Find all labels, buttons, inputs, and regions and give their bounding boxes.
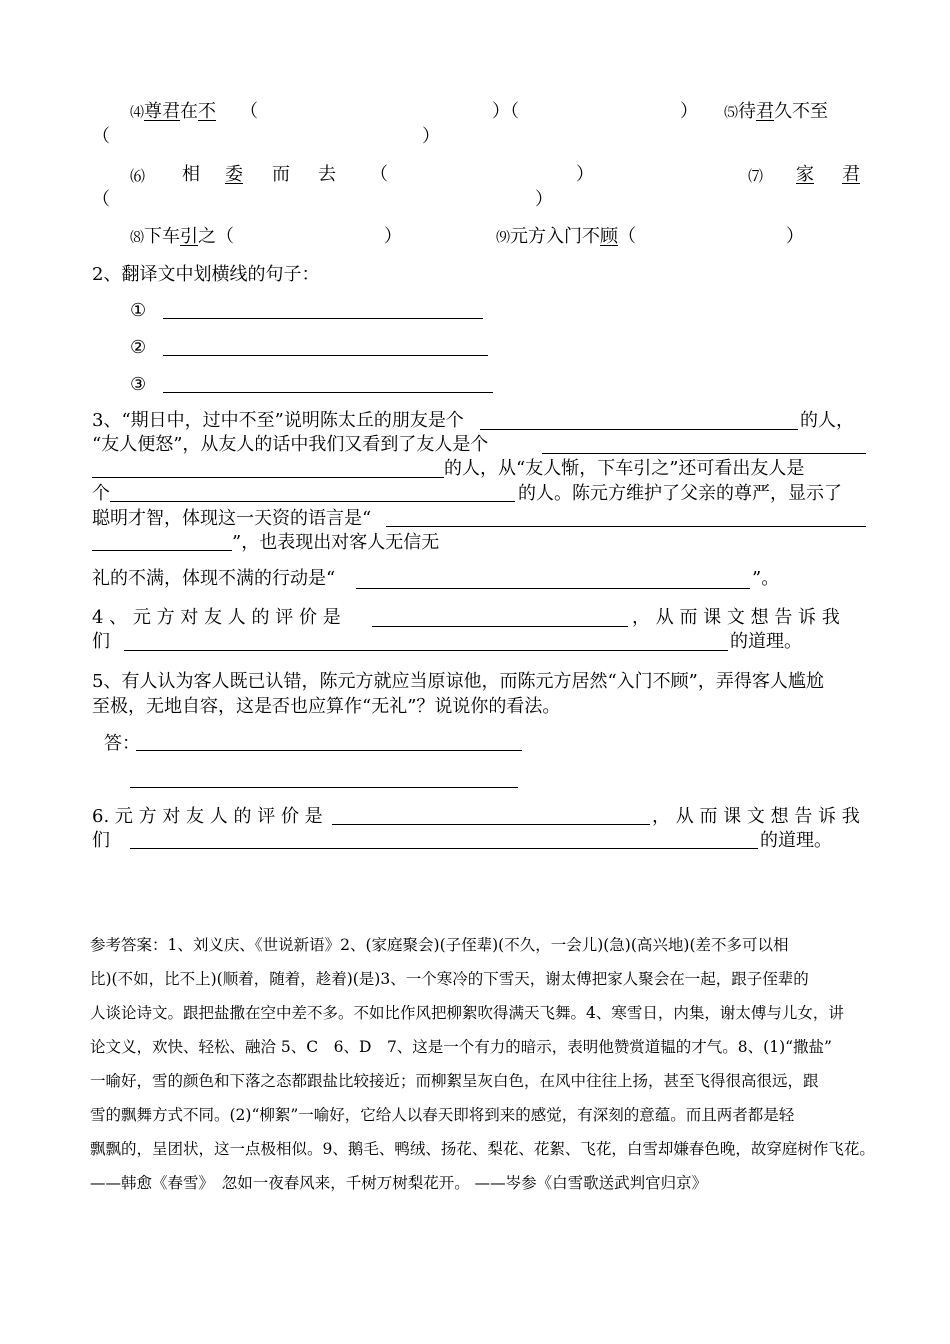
q4-line-1a: 4 、 元 方 对 友 人 的 评 价 是 [92,607,341,628]
answer-line-7: 飘飘的，呈团状，这一点极相似。9、鹅毛、鸭绒、扬花、梨花、花絮、飞花，白雪却嫌春色晚，故穿庭树作飞花。 [90,1140,875,1158]
q2-mark-3: ③ [130,374,147,395]
q1-item-5: ⑸待君久不至 [724,101,828,122]
q4-line-2b: 的道理。 [730,631,802,652]
q1-item-9-paren-close: ） [786,226,804,247]
q1-item-4-paren-close: ） [680,101,698,122]
q2-mark-2: ② [130,337,147,358]
q6-blank-2[interactable] [130,848,758,849]
q1-item-6-paren-close: ） [576,164,594,185]
q5-answer-line-2[interactable] [130,787,518,788]
q1-item-7-number: ⑺ [748,167,764,185]
item-number: ⑸ [724,105,738,121]
answer-line-8: ——韩愈《春雪》 忽如一夜春风来，千树万树梨花开。 ——岑参《白雪歌送武判官归京》 [90,1174,708,1192]
q6-line-2a: 们 [92,830,110,851]
q3-line-6a: ”，也表现出对客人无信无 [232,532,440,553]
item-number: ⑻ [130,230,144,246]
answer-line-3: 人谈论诗文。跟把盐撒在空中差不多。不如比作风把柳絮吹得满天飞舞。4、寒雪日，内集，谢太傅与儿女，讲 [90,1004,844,1022]
q3-line-1a: 3、“期日中，过中不至”说明陈太丘的朋友是个 [92,410,464,431]
q5-line-2: 至极，无地自容，这是否也应算作“无礼”？说说你的看法。 [92,696,561,717]
item-number: ⑷ [130,105,144,121]
q1-item-8-paren-close: ） [384,226,402,247]
q1-item-6-char: 相 [182,164,200,185]
answer-line-6: 雪的飘舞方式不同。(2)“柳絮”一喻好，它给人以春天即将到来的感觉，有深刻的意蕴。而且两者都是轻 [90,1106,795,1124]
q1-item-6-number: ⑹ [130,167,146,185]
q1-item-6-paren-open: （ [370,164,388,185]
q1-item-8: ⑻下车引之（ [130,226,234,247]
q3-line-7b: ”。 [752,568,780,589]
q3-line-3a: 的人，从“友人惭，下车引之”还可看出友人是 [444,458,805,479]
q2-mark-1: ① [130,300,147,321]
q5-line-1: 5、有人认为客人既已认错，陈元方就应当原谅他，而陈元方居然“入门不顾”，弄得客人尴尬 [92,671,824,692]
q1-item-4-paren-mid: ）（ [492,101,519,122]
q6-line-1b: ， 从 而 课 文 想 告 诉 我 [652,806,860,827]
q2-title: 2、翻译文中划横线的句子： [92,264,320,285]
q1-item-7-paren-close: ） [535,189,553,210]
q3-line-1b: 的人， [800,410,854,431]
q3-line-4a: 个 [92,483,110,504]
q6-line-1a: 6. 元 方 对 友 人 的 评 价 是 [92,806,323,827]
q2-answer-line-2[interactable] [163,355,488,356]
answer-line-5: 一喻好，雪的颜色和下落之态都跟盐比较接近；而柳絮呈灰白色，在风中往往上扬，甚至飞得很高很远，跟 [90,1072,819,1090]
q1-item-6-key-word: 委 [225,164,243,185]
q1-item-6-char: 去 [318,164,336,185]
q3-line-4b: 的人。陈元方维护了父亲的尊严，显示了 [518,483,842,504]
q1-item-5-paren-open: （ [92,126,110,147]
q6-blank-1[interactable] [332,824,650,825]
q5-answer-line-1[interactable] [136,750,522,751]
key-word: 君 [756,101,774,122]
q3-blank-5[interactable] [356,588,750,589]
q3-blank-2a[interactable] [542,453,866,454]
q3-blank-4b[interactable] [92,550,232,551]
key-word: 不 [198,101,216,122]
q3-blank-2b[interactable] [92,477,444,478]
q5-answer-label: 答： [104,733,140,754]
q3-blank-1[interactable] [480,429,798,430]
q1-item-7-key-word: 家 君 [796,164,860,185]
q3-line-2a: “友人便怒”，从友人的话中我们又看到了友人是个 [92,434,489,455]
q1-item-6-char: 而 [272,164,290,185]
q1-item-7-paren-open: （ [92,189,110,210]
q2-answer-line-1[interactable] [163,318,483,319]
q3-line-5a: 聪明才智，体现这一天资的语言是“ [92,508,372,529]
key-word: 尊君 [144,101,180,122]
key-word: 顾 [600,226,618,247]
q1-item-9: ⑼元方入门不顾（ [496,226,636,247]
q4-blank-2[interactable] [124,650,728,651]
q1-item-4: ⑷尊君在不 [130,101,216,122]
q3-blank-3[interactable] [110,501,515,502]
answer-line-2: 比)(不如，比不上)(顺着，随着，趁着)(是)3、一个寒冷的下雪天，谢太傅把家人聚会在一起，跟子侄辈的 [90,970,809,988]
q2-answer-line-3[interactable] [163,392,493,393]
q6-line-2b: 的道理。 [760,830,832,851]
q3-blank-4a[interactable] [386,526,866,527]
answer-line-1: 参考答案：1、刘义庆、《世说新语》2、(家庭聚会)(子侄辈)(不久，一会儿)(急)(高兴地)(差不多可以相 [90,936,789,954]
answer-line-4: 论文义，欢快、轻松、融洽 5、C 6、D 7、这是一个有力的暗示，表明他赞赏道韫的才气。8、(1)“撒盐” [90,1038,832,1056]
q4-line-2a: 们 [92,631,110,652]
q1-item-4-paren-open: （ [240,101,258,122]
key-word: 引 [180,226,198,247]
q4-line-1b: ， 从 而 课 文 想 告 诉 我 [632,607,840,628]
q3-line-7a: 礼的不满，体现不满的行动是“ [92,568,336,589]
item-number: ⑼ [496,230,510,246]
q1-item-5-paren-close: ） [422,126,440,147]
q4-blank-1[interactable] [372,626,628,627]
